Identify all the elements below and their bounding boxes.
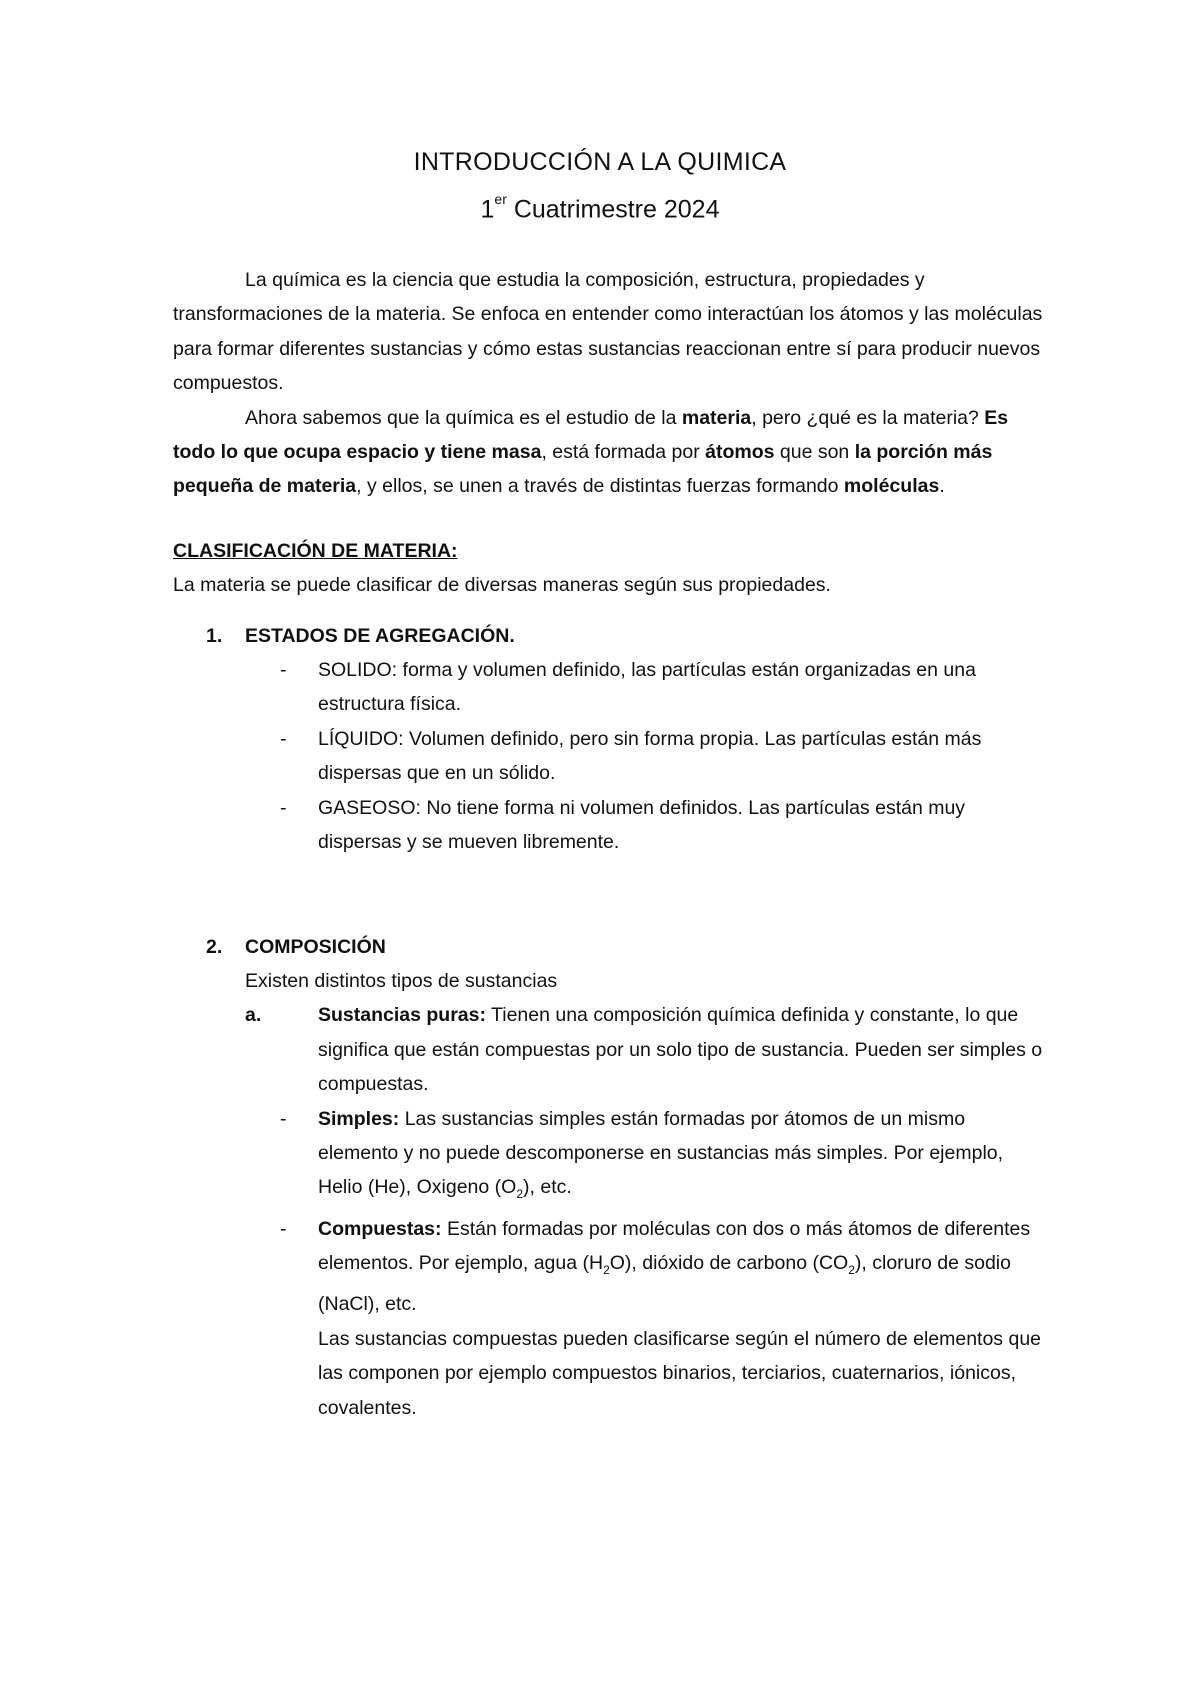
bold-definition: Es todo lo que ocupa espacio y tiene masa [173, 406, 1009, 464]
subscript: 2 [516, 1187, 524, 1202]
intro-paragraph-1: La química es la ciencia que estudia la composición, estructura, propiedades y transformaciones de la materia. Se enfoca en entender como interactúan los átomos y las moléculas para formar diferentes sustancias y cómo estas sustancias reaccionan entre sí para producir nuevos compuestos. [173, 269, 1043, 395]
bold-term-simples: Simples: [318, 1107, 400, 1130]
dash-bullet: - [280, 727, 287, 750]
bold-term-materia: materia [681, 406, 752, 429]
text-span: ), cloruro de sodio (NaCl), etc. [318, 1252, 1011, 1316]
list-item-composicion [173, 930, 1043, 964]
text-span: O), dióxido de carbono (CO [609, 1252, 849, 1275]
subscript: 2 [848, 1262, 855, 1277]
list-title-estados: ESTADOS DE AGREGACIÓN. [245, 624, 515, 647]
dash-bullet: - [280, 659, 287, 682]
bold-term-porcion: la porción más pequeña de materia [173, 441, 993, 498]
subtitle-superscript: er [494, 191, 507, 207]
compuestas-note: Las sustancias compuestas pueden clasificarse según el número de elementos que las componen por ejemplo compuestos binarios, terciarios, cuaternarios, iónicos, covalentes. [318, 1327, 1042, 1419]
bold-term-atomos: átomos [705, 441, 775, 464]
classification-intro: La materia se puede clasificar de diversas maneras según sus propiedades. [173, 574, 831, 597]
intro-paragraph-2 [173, 401, 1043, 504]
bold-term-compuestas: Compuestas: [318, 1217, 442, 1240]
page-title: INTRODUCCIÓN A LA QUIMICA [413, 148, 787, 176]
text-span: Están formadas por moléculas con dos o más átomos de diferentes elementos. Por ejemplo, agua (H [318, 1217, 1031, 1275]
dash-bullet: - [280, 1107, 287, 1130]
bullet-text: SOLIDO: forma y volumen definido, las partículas están organizadas en una estructura física. [318, 659, 976, 716]
dash-bullet: - [280, 796, 287, 819]
text-span: Ahora sabemos que la química es el estudio de la [245, 406, 682, 429]
subtitle-text: Cuatrimestre 2024 [506, 195, 720, 224]
text-span: . [939, 475, 945, 498]
text-span: , está formada por [541, 441, 706, 464]
bullet-gaseoso [173, 791, 1043, 860]
bullet-compuestas [173, 1212, 1043, 1322]
text-span: , y ellos, se unen a través de distintas fuerzas formando [356, 475, 844, 498]
text-span: , pero ¿qué es la materia? [751, 406, 985, 429]
bullet-text: GASEOSO: No tiene forma ni volumen definidos. Las partículas están muy dispersas y se mueven libremente. [318, 796, 966, 854]
page-subtitle [0, 191, 1200, 224]
composicion-intro: Existen distintos tipos de sustancias [245, 969, 558, 992]
document-body [173, 263, 1043, 1425]
text-span: Las sustancias simples están formadas por átomos de un mismo elemento y no puede descomponerse en sustancias más simples. Por ejemplo, Helio (He), Oxigeno (O [318, 1107, 1004, 1199]
bullet-simples [173, 1102, 1043, 1212]
text-span: ), etc. [523, 1176, 572, 1199]
list-number: 1. [206, 624, 223, 647]
text-span: Tienen una composición química definida y constante, lo que significa que están compuestas por un solo tipo de sustancia. Pueden ser simples o compuestas. [318, 1004, 1043, 1096]
bold-term-sustancias-puras: Sustancias puras: [318, 1004, 486, 1027]
dash-bullet: - [280, 1217, 287, 1240]
list-title-composicion: COMPOSICIÓN [245, 935, 386, 958]
bold-term-moleculas: moléculas [843, 475, 940, 498]
section-heading-clasificacion: CLASIFICACIÓN DE MATERIA: [173, 539, 458, 562]
text-span: que son [774, 441, 855, 464]
bullet-solido [173, 653, 1043, 722]
sub-item-sustancias-puras [173, 998, 1043, 1101]
list-letter: a. [245, 1004, 262, 1027]
bullet-text: LÍQUIDO: Volumen definido, pero sin forma propia. Las partículas están más dispersas que en un sólido. [318, 727, 982, 785]
subtitle-number: 1 [480, 195, 495, 224]
list-number: 2. [206, 935, 223, 958]
bullet-liquido [173, 722, 1043, 791]
list-item-estados [173, 619, 1043, 653]
subscript: 2 [603, 1262, 610, 1277]
